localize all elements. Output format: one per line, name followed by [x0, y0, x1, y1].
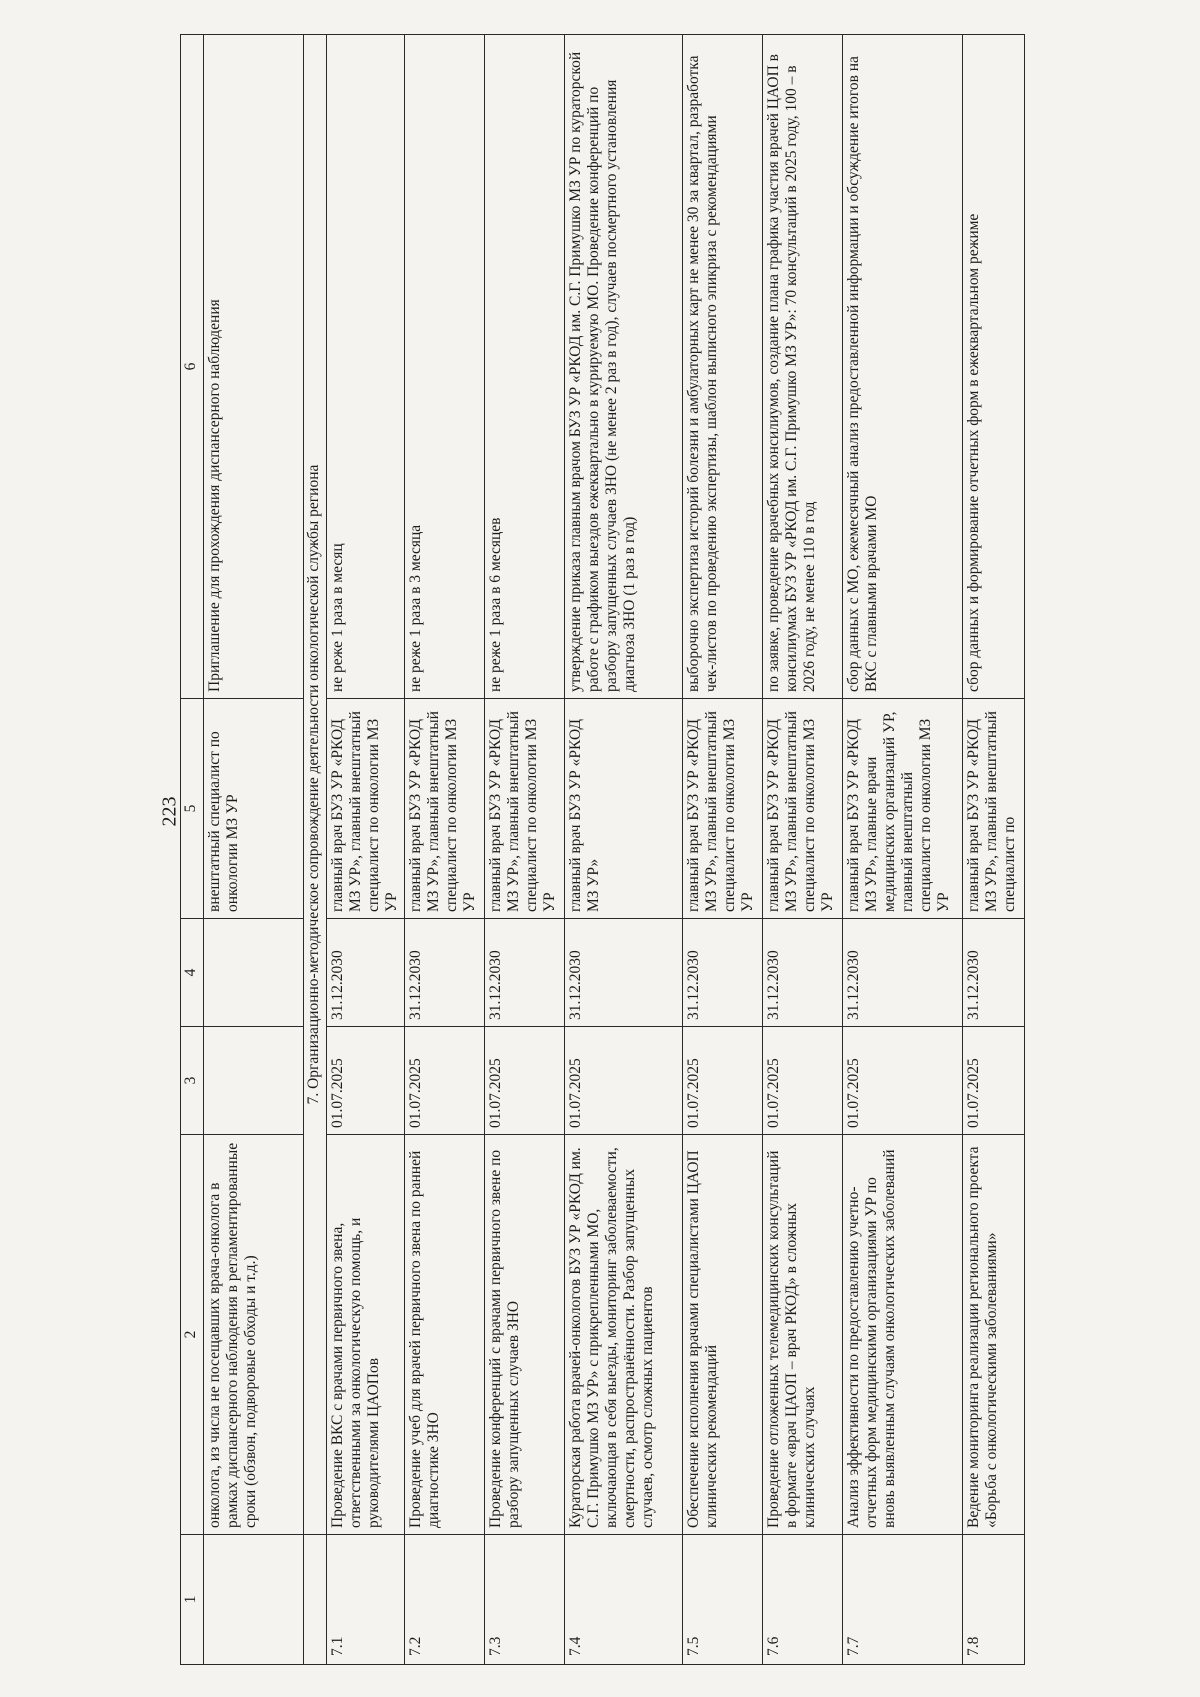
- row-number-cell: [204, 1535, 304, 1665]
- table-row: [763, 35, 843, 1665]
- column-header-6: 6: [181, 35, 204, 699]
- continuation-row: [204, 35, 304, 1665]
- responsible-cell: главный врач БУЗ УР «РКОД МЗ УР», главный внештатный специалист по онкологии МЗ УР: [405, 699, 485, 919]
- column-header-2: 2: [181, 1135, 204, 1535]
- row-number-cell: 7.5: [683, 1535, 763, 1665]
- activity-cell: Проведение учеб для врачей первичного звена по ранней диагностике ЗНО: [405, 1135, 485, 1535]
- responsible-cell: главный врач БУЗ УР «РКОД МЗ УР», главный внештатный специалист по онкологии МЗ УР: [327, 699, 405, 919]
- result-cell: не реже 1 раза в месяц: [327, 35, 405, 699]
- result-cell: сбор данных с МО, ежемесячный анализ предоставленной информации и обсуждение итогов на ВКС с главными врачами МО: [843, 35, 963, 699]
- column-header-3: 3: [181, 1027, 204, 1135]
- activity-cell: Ведение мониторинга реализации регионального проекта «Борьба с онкологическими заболеваниями»: [963, 1135, 1025, 1535]
- table-row: [963, 35, 1025, 1665]
- table-header-row: [181, 35, 204, 1665]
- row-number-cell: 7.8: [963, 1535, 1025, 1665]
- row-number-cell: 7.2: [405, 1535, 485, 1665]
- column-header-4: 4: [181, 919, 204, 1027]
- end-date-cell: 31.12.2030: [843, 919, 963, 1027]
- result-cell: не реже 1 раза в 3 месяца: [405, 35, 485, 699]
- start-date-cell: 01.07.2025: [485, 1027, 565, 1135]
- end-date-cell: 31.12.2030: [485, 919, 565, 1027]
- page-number: 223: [158, 796, 181, 827]
- start-date-cell: 01.07.2025: [763, 1027, 843, 1135]
- table-row: [565, 35, 683, 1665]
- end-date-cell: 31.12.2030: [763, 919, 843, 1027]
- activity-cell: Кураторская работа врачей-онкологов БУЗ УР «РКОД им. С.Г. Примушко МЗ УР» с прикрепленными МО, включающая в себя выезды, мониторинг заболеваемости, смертности, распространённости. Разбор запущенных случаев, осмотр сложных пациентов: [565, 1135, 683, 1535]
- end-date-cell: 31.12.2030: [565, 919, 683, 1027]
- row-number-cell: 7.6: [763, 1535, 843, 1665]
- result-cell: по заявке, проведение врачебных консилиумов, создание плана графика участия врачей ЦАОП в консилиумах БУЗ УР «РКОД им. С.Г. Примушко МЗ УР»: 70 консультаций в 2025 году, 100 – в 2026 году, не менее 110 в год: [763, 35, 843, 699]
- section-header-row: [304, 35, 327, 1665]
- activity-table: [180, 34, 1025, 1665]
- result-cell: утверждение приказа главным врачом БУЗ УР «РКОД им. С.Г. Примушко МЗ УР по кураторской работе с графиком выездов ежеквартально в курируемую МО. Проведение конференций по разбору запущенных случаев ЗНО (не менее 2 раз в год), случаев посмертного установления диагноза ЗНО (1 раз в год): [565, 35, 683, 699]
- result-cell: не реже 1 раза в 6 месяцев: [485, 35, 565, 699]
- column-header-5: 5: [181, 699, 204, 919]
- activity-cell: Проведение ВКС с врачами первичного звена, ответственными за онкологическую помощь, и руководителями ЦАОПов: [327, 1135, 405, 1535]
- table-row: [327, 35, 405, 1665]
- table-row: [683, 35, 763, 1665]
- table-row: [485, 35, 565, 1665]
- end-date-cell: 31.12.2030: [683, 919, 763, 1027]
- result-cell: Приглашение для прохождения диспансерного наблюдения: [204, 35, 304, 699]
- end-date-cell: [204, 919, 304, 1027]
- row-number-cell: 7.1: [327, 1535, 405, 1665]
- start-date-cell: 01.07.2025: [843, 1027, 963, 1135]
- row-number-cell: 7.3: [485, 1535, 565, 1665]
- activity-cell: Анализ эффективности по предоставлению учетно-отчетных форм медицинскими организациями УР по вновь выявленным случаям онкологических заболеваний: [843, 1135, 963, 1535]
- start-date-cell: 01.07.2025: [565, 1027, 683, 1135]
- responsible-cell: главный врач БУЗ УР «РКОД МЗ УР», главный внештатный специалист по онкологии МЗ УР: [763, 699, 843, 919]
- result-cell: сбор данных и формирование отчетных форм в ежеквартальном режиме: [963, 35, 1025, 699]
- responsible-cell: внештатный специалист по онкологии МЗ УР: [204, 699, 304, 919]
- result-cell: выборочно экспертиза историй болезни и амбулаторных карт не менее 30 за квартал, разработка чек-листов по проведению экспертизы, шаблон выписного эпикриза с рекомендациями: [683, 35, 763, 699]
- activity-cell: Проведение конференций с врачами первичного звене по разбору запущенных случаев ЗНО: [485, 1135, 565, 1535]
- activity-cell: Обеспечение исполнения врачами специалистами ЦАОП клинических рекомендаций: [683, 1135, 763, 1535]
- responsible-cell: главный врач БУЗ УР «РКОД МЗ УР», главные врачи медицинских организаций УР, главный внештатный специалист по онкологии МЗ УР: [843, 699, 963, 919]
- row-number-cell: 7.4: [565, 1535, 683, 1665]
- start-date-cell: 01.07.2025: [327, 1027, 405, 1135]
- end-date-cell: 31.12.2030: [963, 919, 1025, 1027]
- activity-cell: Проведение отложенных телемедицинских консультаций в формате «врач ЦАОП – врач РКОД» в сложных клинических случаях: [763, 1135, 843, 1535]
- column-header-1: 1: [181, 1535, 204, 1665]
- section-empty-cell: [304, 1535, 327, 1665]
- responsible-cell: главный врач БУЗ УР «РКОД МЗ УР», главный внештатный специалист по онкологии МЗ УР: [683, 699, 763, 919]
- row-number-cell: 7.7: [843, 1535, 963, 1665]
- responsible-cell: главный врач БУЗ УР «РКОД МЗ УР», главный внештатный специалист по онкологии МЗ УР: [485, 699, 565, 919]
- start-date-cell: 01.07.2025: [405, 1027, 485, 1135]
- section-title: 7. Организационно-методическое сопровождение деятельности онкологической службы региона: [304, 35, 327, 1535]
- activity-cell: онколога, из числа не посещавших врача-онколога в рамках диспансерного наблюдения в регламентированные сроки (обзвон, подворовые обходы и т.д.): [204, 1135, 304, 1535]
- start-date-cell: 01.07.2025: [683, 1027, 763, 1135]
- table-row: [405, 35, 485, 1665]
- start-date-cell: 01.07.2025: [963, 1027, 1025, 1135]
- end-date-cell: 31.12.2030: [405, 919, 485, 1027]
- start-date-cell: [204, 1027, 304, 1135]
- responsible-cell: главный врач БУЗ УР «РКОД МЗ УР»: [565, 699, 683, 919]
- table-row: [843, 35, 963, 1665]
- end-date-cell: 31.12.2030: [327, 919, 405, 1027]
- responsible-cell: главный врач БУЗ УР «РКОД МЗ УР», главный внештатный специалист по: [963, 699, 1025, 919]
- rotated-page-content: [180, 35, 1018, 1665]
